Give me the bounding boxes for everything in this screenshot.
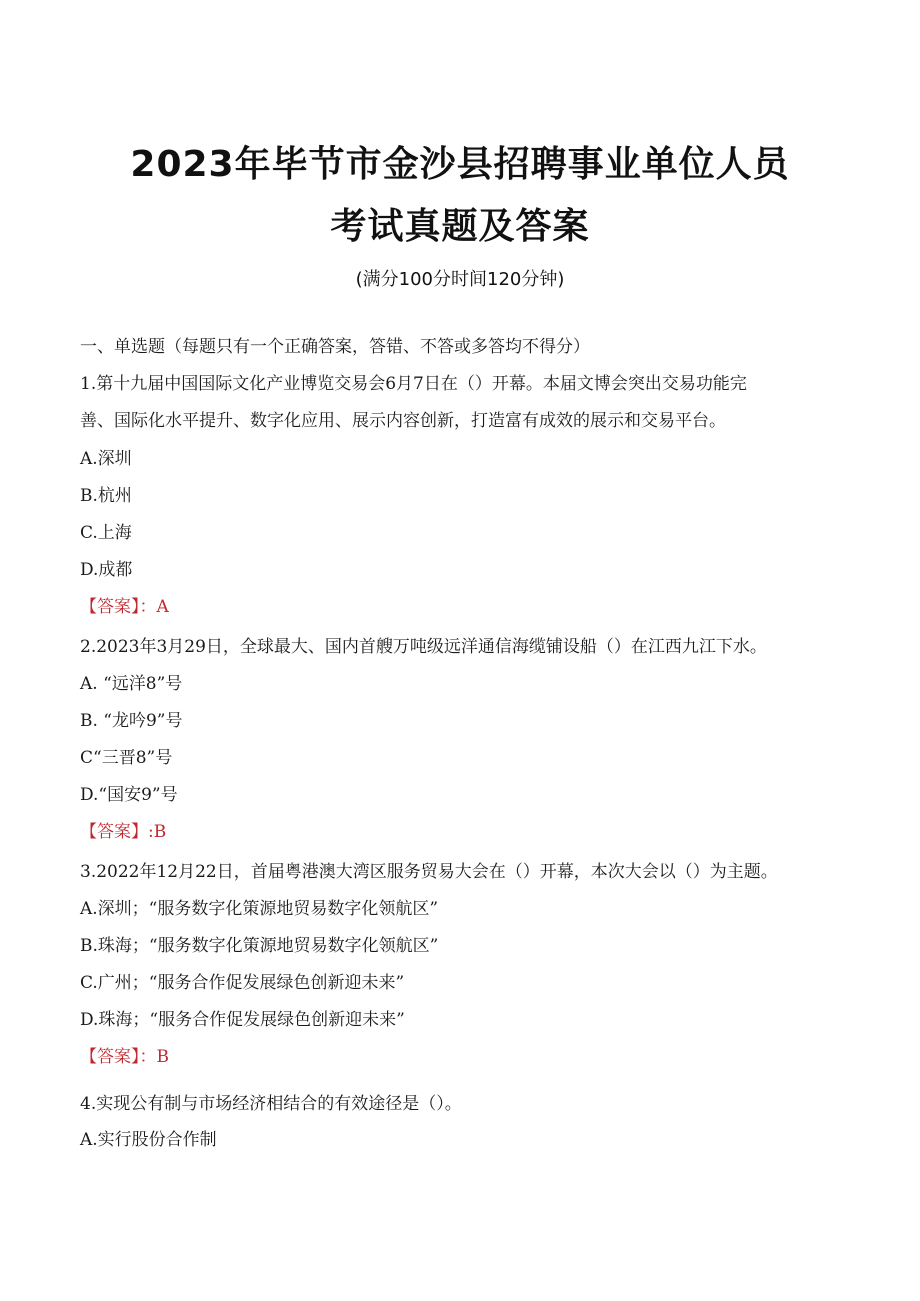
question-1-option-b: B.杭州 bbox=[80, 486, 132, 506]
exam-info-subtitle: (满分100分时间120分钟) bbox=[355, 269, 565, 290]
question-3-option-c: C.广州；“服务合作促发展绿色创新迎未来” bbox=[80, 973, 405, 993]
question-3-answer: 【答案】：B bbox=[80, 1047, 169, 1067]
question-4-option-a: A.实行股份合作制 bbox=[80, 1130, 217, 1150]
question-2-stem-line1: 2.2023年3月29日，全球最大、国内首艘万吨级远洋通信海缆铺设船（）在江西九江下水。 bbox=[80, 637, 767, 657]
question-4-stem-line1: 4.实现公有制与市场经济相结合的有效途径是（）。 bbox=[80, 1094, 462, 1114]
question-2-option-a: A. “远洋8”号 bbox=[80, 674, 183, 694]
section-heading: 一、单选题（每题只有一个正确答案，答错、不答或多答均不得分） bbox=[80, 337, 590, 357]
question-3-option-a: A.深圳；“服务数字化策源地贸易数字化领航区” bbox=[80, 899, 439, 919]
question-1-answer: 【答案】：A bbox=[80, 597, 169, 617]
question-2-answer: 【答案】:B bbox=[80, 822, 167, 842]
question-1-option-a: A.深圳 bbox=[80, 449, 132, 469]
document-title-line1: 2023年毕节市金沙县招聘事业单位人员 bbox=[130, 144, 790, 185]
question-1-stem-line2: 善、国际化水平提升、数字化应用、展示内容创新，打造富有成效的展示和交易平台。 bbox=[80, 411, 726, 431]
question-1-stem-line1: 1.第十九届中国国际文化产业博览交易会6月7日在（）开幕。本届文博会突出交易功能完 bbox=[80, 374, 747, 394]
question-1-option-c: C.上海 bbox=[80, 523, 132, 543]
question-2-option-d: D.“国安9”号 bbox=[80, 785, 178, 805]
question-2-option-c: C“三晋8”号 bbox=[80, 748, 173, 768]
question-1-option-d: D.成都 bbox=[80, 560, 133, 580]
question-3-stem-line1: 3.2022年12月22日，首届粤港澳大湾区服务贸易大会在（）开幕，本次大会以（）为主题。 bbox=[80, 862, 778, 882]
question-2-option-b: B. “龙吟9”号 bbox=[80, 711, 183, 731]
document-title-line2: 考试真题及答案 bbox=[330, 206, 590, 247]
question-3-option-d: D.珠海；“服务合作促发展绿色创新迎未来” bbox=[80, 1010, 405, 1030]
question-3-option-b: B.珠海；“服务数字化策源地贸易数字化领航区” bbox=[80, 936, 439, 956]
